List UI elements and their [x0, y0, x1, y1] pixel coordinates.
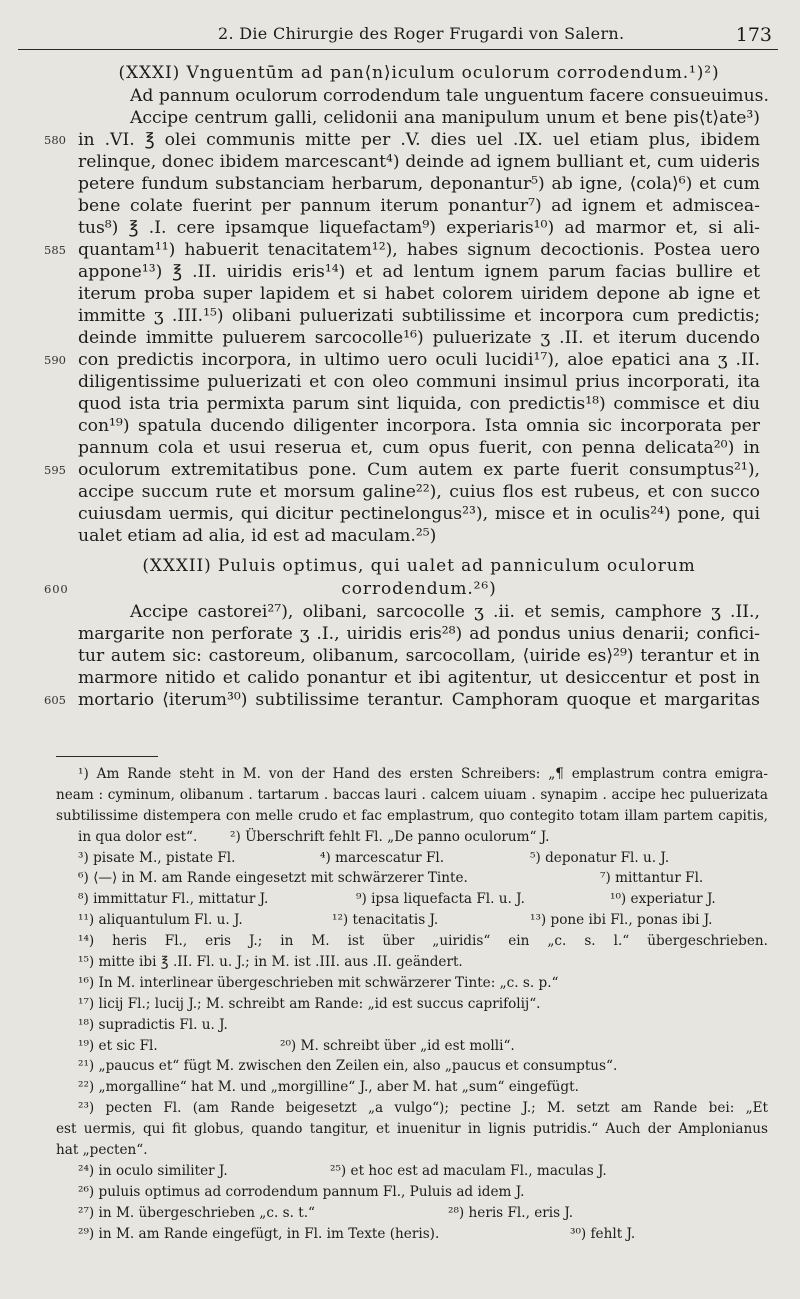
line-text: iterum proba super lapidem et si habet colorem uiridem depone ab igne et	[78, 284, 760, 304]
footnote-text: ²⁴) in oculo similiter J.	[78, 1162, 228, 1179]
footnote-text: ³⁰) fehlt J.	[570, 1225, 636, 1242]
text-line	[0, 393, 800, 415]
main-text	[0, 62, 800, 711]
footnote-text: ²³) pecten Fl. (am Rande beigesetzt „a vulgo“); pectine J.; M. setzt am Rande bei: „Et	[78, 1100, 768, 1117]
footnote-text: ²⁸) heris Fl., eris J.	[448, 1204, 574, 1221]
footnote-line	[0, 889, 800, 910]
footnote-line	[0, 931, 800, 952]
footnote-line	[0, 1036, 800, 1057]
footnote-line	[0, 952, 800, 973]
line-text: Accipe centrum galli, celidonii ana manipulum unum et bene pis⟨t⟩ate³)	[130, 108, 760, 128]
footnote-text: ²⁹) in M. am Rande eingefügt, in Fl. im Texte (heris).	[78, 1225, 440, 1242]
footnote-rule	[56, 756, 158, 757]
footnote-text: ¹⁵) mitte ibi ℥ .II. Fl. u. J.; in M. ist .III. aus .II. geändert.	[78, 954, 463, 971]
footnote-text: ²⁵) et hoc est ad maculam Fl., maculas J.	[330, 1162, 607, 1179]
running-head-title: 2. Die Chirurgie des Roger Frugardi von Salern.	[218, 24, 625, 43]
footnote-text: ⁶) ⟨—⟩ in M. am Rande eingesetzt mit schwärzerer Tinte.	[78, 870, 468, 887]
text-line	[0, 151, 800, 173]
line-text: deinde immitte puluerem sarcocolle¹⁶) puluerizate ʒ .II. et iterum ducendo	[78, 328, 760, 348]
footnote-text: ¹⁶) In M. interlinear übergeschrieben mit schwärzerer Tinte: „c. s. p.“	[78, 974, 559, 991]
line-number: 600	[44, 582, 69, 596]
footnote-line	[0, 1098, 800, 1119]
footnote-line	[0, 1140, 800, 1161]
line-text: cuiusdam uermis, qui dicitur pectinelongus²³), misce et in oculis²⁴) pone, qui	[78, 504, 760, 524]
line-text: Accipe castorei²⁷), olibani, sarcocolle ʒ .ii. et semis, camphore ʒ .II.,	[130, 602, 760, 622]
footnote-text: ⁸) immittatur Fl., mittatur J.	[78, 891, 269, 908]
line-text: Ad pannum oculorum corrodendum tale unguentum facere consueuimus.	[130, 86, 769, 106]
footnote-text: hat „pecten“.	[56, 1142, 148, 1159]
footnote-line	[0, 910, 800, 931]
line-text: ualet etiam ad alia, id est ad maculam.²⁵)	[78, 526, 437, 546]
footnote-line	[0, 827, 800, 848]
footnote-text: ⁹) ipsa liquefacta Fl. u. J.	[356, 891, 525, 908]
footnotes	[0, 764, 800, 1244]
text-line	[0, 371, 800, 393]
line-text: in .VI. ℥ olei communis mitte per .V. dies uel .IX. uel etiam plus, ibidem	[78, 130, 760, 150]
footnote-line	[0, 1119, 800, 1140]
footnote-text: in qua dolor est“.	[78, 828, 198, 845]
text-line	[0, 623, 800, 645]
line-text: petere fundum substanciam herbarum, deponantur⁵) ab igne, ⟨cola⟩⁶) et cum	[78, 174, 760, 194]
footnote-text: est uermis, qui fit globus, quando tangitur, et inuenitur in lignis putridis.“ Auch der Amplonianus	[56, 1121, 768, 1138]
text-line	[0, 689, 800, 711]
text-line	[0, 195, 800, 217]
footnote-text: ¹³) pone ibi Fl., ponas ibi J.	[530, 912, 713, 929]
footnote-line	[0, 973, 800, 994]
footnote-line	[0, 1224, 800, 1245]
line-number: 595	[44, 463, 66, 477]
footnote-text: ¹) Am Rande steht in M. von der Hand des ersten Schreibers: „¶ emplastrum contra emigra-	[78, 766, 768, 782]
footnote-text: neam : cyminum, olibanum . tartarum . baccas lauri . calcem uiuam . synapim . accipe hec puluerizata	[56, 786, 768, 803]
section-heading-line	[0, 555, 800, 578]
footnote-line	[0, 868, 800, 889]
line-number: 590	[44, 353, 66, 367]
text-line	[0, 503, 800, 525]
footnote-text: ¹²) tenacitatis J.	[332, 912, 439, 929]
line-text: quod ista tria permixta parum sint liquida, con predictis¹⁸) commisce et diu	[78, 394, 760, 414]
text-line	[0, 349, 800, 371]
line-text: appone¹³) ℥ .II. uiridis eris¹⁴) et ad lentum ignem parum facias bullire et	[78, 262, 760, 282]
footnote-line	[0, 1161, 800, 1182]
line-text: tur autem sic: castoreum, olibanum, sarcocollam, ⟨uiride es⟩²⁹) terantur et in	[78, 646, 760, 666]
line-number: 605	[44, 693, 66, 707]
section-heading-line	[0, 578, 800, 601]
footnote-text: subtilissime distempera con melle crudo et fac emplastrum, quo contegito totam illam partem capitis,	[56, 807, 768, 824]
header-rule	[18, 49, 778, 50]
footnote-text: ⁷) mittantur Fl.	[600, 870, 704, 887]
text-line	[0, 459, 800, 481]
footnote-text: ³) pisate M., pistate Fl.	[78, 849, 236, 866]
line-text: tus⁸) ℥ .I. cere ipsamque liquefactam⁹) experiaris¹⁰) ad marmor et, si ali-	[78, 218, 760, 238]
line-text: (XXXII) Puluis optimus, qui ualet ad panniculum oculorum	[142, 556, 696, 576]
footnote-text: ²⁰) M. schreibt über „id est molli“.	[280, 1037, 515, 1054]
line-text: quantam¹¹) habuerit tenacitatem¹²), habes signum decoctionis. Postea uero	[78, 240, 760, 260]
text-line	[0, 415, 800, 437]
line-text: con¹⁹) spatula ducendo diligenter incorpora. Ista omnia sic incorporata per	[78, 416, 760, 436]
text-line	[0, 305, 800, 327]
line-text: pannum cola et usui reserua et, cum opus fuerit, con penna delicata²⁰) in	[78, 438, 760, 458]
footnote-line	[0, 1015, 800, 1036]
footnote-text: ¹⁴) heris Fl., eris J.; in M. ist über „uiridis“ ein „c. s. l.“ übergeschrieben.	[78, 933, 768, 950]
footnote-text: ¹⁰) experiatur J.	[610, 891, 716, 908]
line-text: bene colate fuerint per pannum iterum ponantur⁷) ad ignem et admiscea-	[78, 196, 760, 216]
footnote-text: ¹⁷) licij Fl.; lucij J.; M. schreibt am Rande: „id est succus caprifolij“.	[78, 995, 541, 1012]
line-text: mortario ⟨iterum³⁰) subtilissime terantur. Camphoram quoque et margaritas	[78, 690, 760, 710]
line-text: accipe succum rute et morsum galine²²), cuius flos est rubeus, et con succo	[78, 482, 760, 502]
line-text: (XXXI) Vnguentūm ad pan⟨n⟩iculum oculorum corrodendum.¹)²)	[118, 63, 720, 83]
line-text: margarite non perforate ʒ .I., uiridis eris²⁸) ad pondus unius denarii; confici-	[78, 624, 760, 644]
text-line	[0, 261, 800, 283]
page-number: 173	[735, 24, 772, 46]
line-text: diligentissime puluerizati et con oleo communi insimul prius incorporati, ita	[78, 372, 760, 392]
line-number: 585	[44, 243, 66, 257]
section-heading-line	[0, 62, 800, 85]
text-line	[0, 481, 800, 503]
line-number: 580	[44, 133, 66, 147]
footnote-text: ¹⁸) supradictis Fl. u. J.	[78, 1016, 228, 1033]
footnote-line	[0, 806, 800, 827]
footnote-line	[0, 764, 800, 785]
line-text: immitte ʒ .III.¹⁵) olibani puluerizati subtilissime et incorpora cum predictis;	[78, 306, 760, 326]
text-line	[0, 85, 800, 107]
line-text: corrodendum.²⁶)	[341, 579, 497, 599]
footnote-line	[0, 994, 800, 1015]
footnote-line	[0, 848, 800, 869]
line-text: oculorum extremitatibus pone. Cum autem ex parte fuerit consumptus²¹),	[78, 460, 760, 480]
footnote-text: ⁴) marcescatur Fl.	[320, 849, 445, 866]
text-line	[0, 601, 800, 623]
footnote-text: ²⁶) puluis optimus ad corrodendum pannum Fl., Puluis ad idem J.	[78, 1183, 525, 1200]
text-line	[0, 667, 800, 689]
footnote-line	[0, 1056, 800, 1077]
text-line	[0, 327, 800, 349]
footnote-line	[0, 1077, 800, 1098]
text-line	[0, 239, 800, 261]
footnote-line	[0, 1203, 800, 1224]
footnote-text: ¹¹) aliquantulum Fl. u. J.	[78, 912, 243, 929]
footnote-text: ⁵) deponatur Fl. u. J.	[530, 849, 670, 866]
text-line	[0, 217, 800, 239]
footnote-text: ²⁷) in M. übergeschrieben „c. s. t.“	[78, 1204, 315, 1221]
footnote-text: ²²) „morgalline“ hat M. und „morgilline“ J., aber M. hat „sum“ eingefügt.	[78, 1079, 579, 1096]
text-line	[0, 645, 800, 667]
text-line	[0, 107, 800, 129]
line-text: marmore nitido et calido ponantur et ibi agitentur, ut desiccentur et post in	[78, 668, 760, 688]
line-text: relinque, donec ibidem marcescant⁴) deinde ad ignem bulliant et, cum uideris	[78, 152, 760, 172]
line-text: con predictis incorpora, in ultimo uero oculi lucidi¹⁷), aloe epatici ana ʒ .II.	[78, 350, 760, 370]
footnote-line	[0, 1182, 800, 1203]
footnote-text: ²) Überschrift fehlt Fl. „De panno oculorum“ J.	[230, 828, 550, 845]
text-line	[0, 173, 800, 195]
running-head	[18, 22, 778, 48]
text-line	[0, 129, 800, 151]
footnote-text: ¹⁹) et sic Fl.	[78, 1037, 158, 1054]
text-line	[0, 283, 800, 305]
footnote-text: ²¹) „paucus et“ fügt M. zwischen den Zeilen ein, also „paucus et consumptus“.	[78, 1058, 618, 1075]
footnote-line	[0, 785, 800, 806]
text-line	[0, 437, 800, 459]
text-line	[0, 525, 800, 547]
